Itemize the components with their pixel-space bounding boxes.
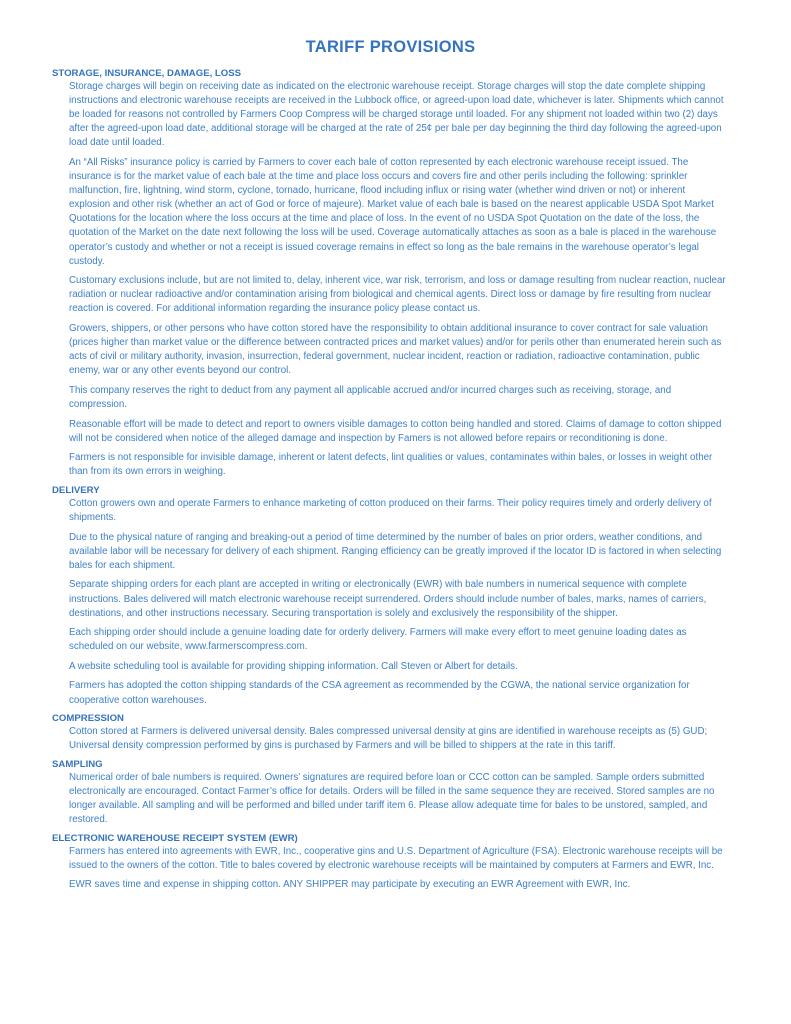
section-sampling	[52, 759, 729, 827]
paragraph: EWR saves time and expense in shipping cotton. ANY SHIPPER may participate by executing an EWR Agreement with EWR, Inc.	[69, 879, 631, 891]
paragraph: Storage charges will begin on receiving date as indicated on the electronic warehouse receipt. Storage charges will stop the date complete shipping instructions and electronic warehouse receipts are received in the Lubbock office, or agreed-upon load date, whichever is later. Shipments which cannot be loaded for reasons not controlled by Farmers Coop Compress will be charged storage until loaded. For any shipment not loaded within two (2) days after the agreed-upon load date, additional storage will be charged at the rate of 25¢ per bale per day beginning the third day following the agreed-upon load date until loaded.	[69, 81, 724, 149]
paragraph: Growers, shippers, or other persons who have cotton stored have the responsibility to obtain additional insurance to cover contract for sale valuation (prices higher than market value or the difference between contracted prices and market values) and/or for perils other than enumerated herein such as acts of civil or military authority, invasion, insurrection, federal government, nuclear incident, reaction or radiation, radioactive contamination, public enemy, war or any other events beyond our control.	[69, 323, 722, 377]
paragraph: Numerical order of bale numbers is required. Owners’ signatures are required before loan or CCC cotton can be sampled. Sample orders submitted electronically are encouraged. Contact Farmer’s office for details. Orders will be filled in the same sequence they are received. Stored samples are no longer available. All sampling and will be performed and billed under tariff item 6. Please allow adequate time for bales to be unstored, sampled, and restored.	[69, 771, 715, 826]
paragraph: Separate shipping orders for each plant are accepted in writing or electronically (EWR) with bale numbers in numerical sequence with complete instructions. Bales delivered will match electronic warehouse receipt surrendered. Orders should include number of bales, marks, names of carriers, destinations, and other instructions necessary. Securing transportation is solely and exclusively the responsibility of the shipper.	[69, 579, 707, 619]
page-title: TARIFF PROVISIONS	[305, 38, 476, 56]
paragraph: Cotton stored at Farmers is delivered universal density. Bales compressed universal density at gins are identified in warehouse receipts as (5) GUD; Universal density compression performed by gins is purchased by Farmers and will be billed to shippers at the rate in this tariff.	[69, 726, 708, 752]
section-heading: ELECTRONIC WAREHOUSE RECEIPT SYSTEM (EWR)	[52, 832, 298, 844]
section-delivery	[52, 485, 729, 708]
paragraph: Due to the physical nature of ranging and breaking-out a period of time determined by the number of bales on prior orders, weather conditions, and available labor will be necessary for delivery of each shipment. Ranging efficiency can be greatly improved if the locator ID is factored in when selecting bales for each shipment.	[69, 531, 722, 571]
paragraph: Farmers has adopted the cotton shipping standards of the CSA agreement as recommended by the CGWA, the national service organization for cooperative cotton warehouses.	[69, 680, 690, 706]
paragraph: Reasonable effort will be made to detect and report to owners visible damages to cotton being handled and stored. Claims of damage to cotton shipped will not be considered when notice of the alleged damage and inspection by Famers is not allowed before repairs or reconditioning is done.	[69, 418, 722, 444]
paragraph: A website scheduling tool is available for providing shipping information. Call Steven or Albert for details.	[69, 660, 518, 672]
paragraph: Farmers is not responsible for invisible damage, inherent or latent defects, lint qualities or values, contaminates within bales, or losses in weight other than from its own errors in weighing.	[69, 452, 713, 478]
section-heading: STORAGE, INSURANCE, DAMAGE, LOSS	[52, 68, 242, 79]
paragraph: Cotton growers own and operate Farmers to enhance marketing of cotton produced on their farms. Their policy requires timely and orderly delivery of shipments.	[69, 497, 712, 524]
section-heading: COMPRESSION	[52, 713, 124, 725]
section-storage-insurance	[52, 68, 729, 479]
paragraph: Farmers has entered into agreements with EWR, Inc., cooperative gins and U.S. Department of Agriculture (FSA). Electronic warehouse receipts will be issued to the owners of the cotton. Title to bales covered by electronic warehouse receipts will be maintained by computers at Farmers and EWR, Inc.	[69, 845, 723, 871]
section-ewr	[52, 833, 729, 893]
paragraph: Each shipping order should include a genuine loading date for orderly delivery. Farmers will make every effort to meet genuine loading dates as scheduled on our website, www.farmerscompress.com.	[69, 627, 687, 653]
section-heading: SAMPLING	[52, 758, 103, 770]
paragraph: This company reserves the right to deduct from any payment all applicable accrued and/or incurred charges such as receiving, storage, and compression.	[69, 384, 672, 410]
section-compression	[52, 713, 729, 753]
paragraph: Customary exclusions include, but are not limited to, delay, inherent vice, war risk, terrorism, and loss or damage resulting from nuclear reaction, nuclear radiation or nuclear radioactive and/or contamination arising from biological and chemical agents. Direct loss or damage by fire resulting from nuclear reaction is covered. For additional information regarding the insurance policy please contact us.	[69, 275, 726, 315]
section-heading: DELIVERY	[52, 484, 100, 496]
paragraph: An “All Risks” insurance policy is carried by Farmers to cover each bale of cotton represented by each electronic warehouse receipt issued. The insurance is for the market value of each bale at the time and place loss occurs and covers fire and other perils including the following: sprinkler malfunction, fire, lightning, wind storm, cyclone, tornado, hurricane, flood including influx or rising water (whether wind driven or not) or inherent explosion and other risk (whether an act of God or force of majeure). Market value of each bale is based on the nearest applicable USDA Spot Market Quotations for the location where the loss occurs at the time and place of loss. In the event of no USDA Spot Quotation on the date of the loss, the quotation of the Market on the date next following the loss will be used. Coverage automatically attaches as soon as a bale is placed in the warehouse operator’s custody and whether or not a receipt is issued coverage remains in effect so long as the bale remains in the warehouse operator’s legal custody.	[69, 156, 717, 267]
